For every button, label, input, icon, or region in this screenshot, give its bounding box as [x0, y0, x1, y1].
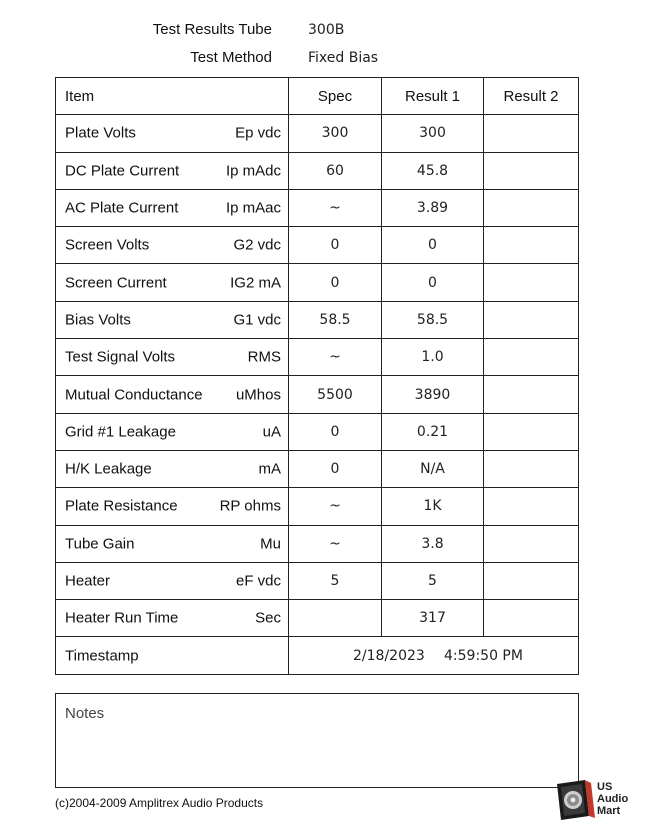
table-row [56, 600, 579, 637]
result2-cell [484, 264, 579, 301]
tube-value: 300B [308, 22, 345, 38]
column-header-spec: Spec [289, 78, 382, 115]
table-row [56, 450, 579, 487]
table-header-row [56, 78, 579, 115]
item-name: Grid #1 Leakage [65, 423, 176, 441]
spec-cell: 0 [289, 450, 382, 487]
method-value: Fixed Bias [308, 50, 379, 66]
item-name: Screen Current [65, 274, 167, 292]
item-name: Bias Volts [65, 311, 131, 329]
result2-cell [484, 339, 579, 376]
spec-cell: 5500 [289, 376, 382, 413]
table-row [56, 339, 579, 376]
item-unit: Ip mAac [225, 199, 281, 217]
item-unit: IG2 mA [230, 274, 281, 292]
item-unit: uA [262, 423, 281, 441]
item-name: AC Plate Current [65, 199, 179, 217]
item-unit: RMS [247, 348, 281, 366]
item-unit: Ip mAdc [225, 162, 281, 180]
table-row [56, 264, 579, 301]
result1-cell: 3.8 [382, 525, 484, 562]
result2-cell [484, 301, 579, 338]
table-row [56, 562, 579, 599]
item-unit: uMhos [235, 386, 281, 404]
spec-cell: ~ [289, 339, 382, 376]
method-label: Test Method [190, 49, 272, 66]
item-unit: G2 vdc [233, 236, 281, 254]
result1-cell: 5 [382, 562, 484, 599]
table-row [56, 115, 579, 152]
column-header-result1: Result 1 [382, 78, 484, 115]
result2-cell [484, 413, 579, 450]
spec-cell: ~ [289, 189, 382, 226]
item-cell [56, 152, 289, 189]
item-unit: mA [258, 460, 281, 478]
item-cell [56, 413, 289, 450]
item-name: Plate Resistance [65, 497, 178, 515]
table-row [56, 227, 579, 264]
timestamp-time: 4:59:50 PM [444, 647, 523, 664]
timestamp-row [56, 637, 579, 674]
item-cell [56, 339, 289, 376]
notes-box [55, 693, 579, 788]
item-unit: Mu [260, 535, 281, 553]
tube-label: Test Results Tube [152, 21, 272, 38]
item-unit: RP ohms [219, 497, 281, 515]
item-cell [56, 450, 289, 487]
spec-cell: 0 [289, 227, 382, 264]
result2-cell [484, 488, 579, 525]
spec-cell [289, 600, 382, 637]
result1-cell: 58.5 [382, 301, 484, 338]
copyright-footer: (c)2004-2009 Amplitrex Audio Products [55, 796, 264, 810]
speaker-icon [555, 780, 595, 820]
logo-text: US Audio Mart [597, 781, 629, 817]
result2-cell [484, 115, 579, 152]
item-cell [56, 562, 289, 599]
timestamp-label: Timestamp [65, 647, 139, 665]
item-cell [56, 488, 289, 525]
item-unit: Ep vdc [235, 124, 281, 142]
item-name: Plate Volts [65, 124, 136, 142]
table-row [56, 152, 579, 189]
item-cell [56, 264, 289, 301]
item-name: Heater Run Time [65, 609, 179, 627]
item-unit: Sec [255, 609, 281, 627]
item-name: Screen Volts [65, 236, 150, 254]
result2-cell [484, 450, 579, 487]
result1-cell: 3.89 [382, 189, 484, 226]
item-name: H/K Leakage [65, 460, 152, 478]
item-cell [56, 600, 289, 637]
results-table [55, 77, 579, 675]
column-header-result2: Result 2 [484, 78, 579, 115]
item-name: DC Plate Current [65, 162, 180, 180]
result1-cell: 300 [382, 115, 484, 152]
result2-cell [484, 562, 579, 599]
item-unit: eF vdc [235, 572, 281, 590]
table-row [56, 376, 579, 413]
table-row [56, 189, 579, 226]
result1-cell: 0 [382, 227, 484, 264]
table-row [56, 413, 579, 450]
table-row [56, 301, 579, 338]
item-cell [56, 301, 289, 338]
table-row [56, 525, 579, 562]
result2-cell [484, 525, 579, 562]
item-name: Test Signal Volts [65, 348, 176, 366]
result2-cell [484, 189, 579, 226]
result2-cell [484, 152, 579, 189]
result2-cell [484, 227, 579, 264]
result1-cell: 3890 [382, 376, 484, 413]
item-cell [56, 189, 289, 226]
item-name: Mutual Conductance [65, 386, 203, 404]
result2-cell [484, 600, 579, 637]
spec-cell: 0 [289, 264, 382, 301]
item-unit: G1 vdc [233, 311, 281, 329]
notes-label: Notes [65, 705, 105, 722]
item-cell [56, 376, 289, 413]
result1-cell: N/A [382, 450, 484, 487]
item-name: Heater [65, 572, 111, 590]
result1-cell: 1.0 [382, 339, 484, 376]
spec-cell: 300 [289, 115, 382, 152]
result1-cell: 0.21 [382, 413, 484, 450]
result1-cell: 45.8 [382, 152, 484, 189]
spec-cell: 5 [289, 562, 382, 599]
item-cell [56, 227, 289, 264]
spec-cell: 58.5 [289, 301, 382, 338]
item-cell [56, 115, 289, 152]
result1-cell: 317 [382, 600, 484, 637]
result1-cell: 0 [382, 264, 484, 301]
timestamp-date: 2/18/2023 [353, 647, 425, 664]
spec-cell: 0 [289, 413, 382, 450]
us-audio-mart-logo [555, 780, 647, 820]
result2-cell [484, 376, 579, 413]
table-row [56, 488, 579, 525]
item-cell [56, 525, 289, 562]
item-name: Tube Gain [65, 535, 135, 553]
spec-cell: 60 [289, 152, 382, 189]
result1-cell: 1K [382, 488, 484, 525]
timestamp-value [289, 637, 579, 674]
spec-cell: ~ [289, 488, 382, 525]
column-header-item: Item [56, 78, 289, 115]
spec-cell: ~ [289, 525, 382, 562]
